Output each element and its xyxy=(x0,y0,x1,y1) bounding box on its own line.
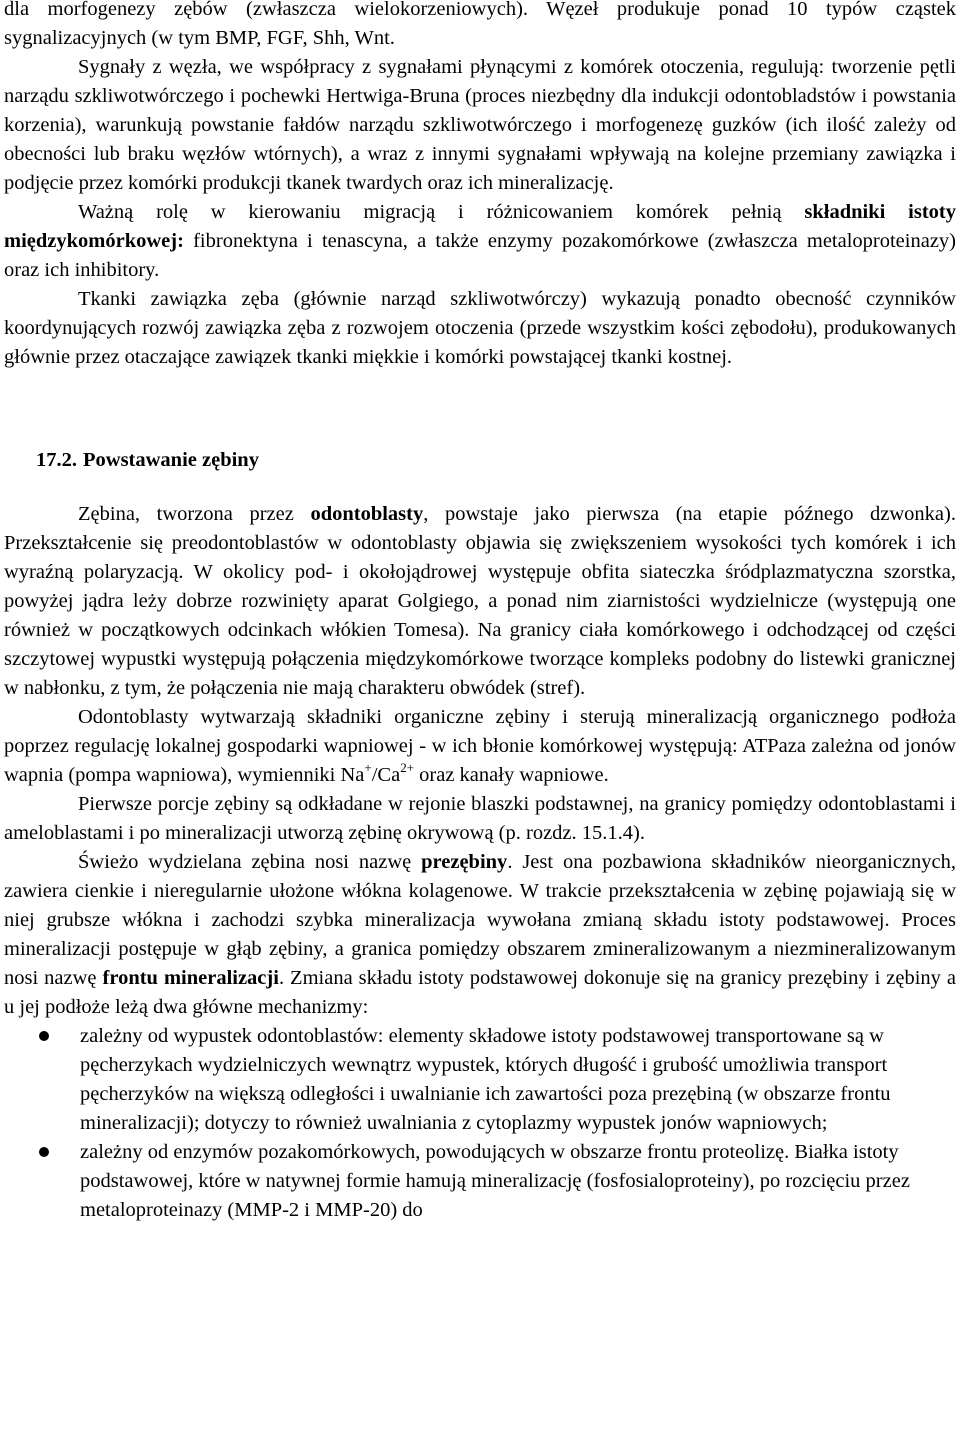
superscript: + xyxy=(364,760,372,775)
bold-term: frontu mineralizacji xyxy=(102,967,279,989)
section-heading xyxy=(4,446,956,475)
bold-term: prezębiny xyxy=(421,851,508,873)
paragraph-dentin-formation xyxy=(4,500,956,703)
section-title: Powstawanie zębiny xyxy=(83,449,259,471)
text-run: fibronektyna i tenascyna, a także enzymy pozakomórkowe (zwłaszcza metaloproteinazy) oraz ich inhibitory. xyxy=(4,230,956,281)
section-number: 17.2. xyxy=(36,449,77,471)
text-run: oraz kanały wapniowe. xyxy=(414,764,609,786)
bullet-icon xyxy=(39,1031,49,1041)
paragraph-signals: Sygnały z węzła, we współpracy z sygnałami płynącymi z komórek otoczenia, regulują: tworzenie pętli narządu szkliwotwórczego i pochewki Hertwiga-Bruna (proces niezbędny dla indukcji odontobladstów i powstania korzenia), warunkują powstanie fałdów narządu szkliwotwórczego i morfogenezę guzków (ich ilość zależy od obecności lub braku węzłów wtórnych), a wraz z innymi sygnałami wpływają na kolejne przemiany zawiązka i podjęcie przez komórki produkcji tkanek twardych oraz ich mineralizację. xyxy=(4,56,956,194)
text-run: . Zmiana składu istoty podstawowej dokonuje się na granicy prezębiny i zębiny a u jej podłoże leżą dwa główne mechanizmy: xyxy=(4,967,957,1018)
paragraph-extracellular-matrix xyxy=(4,198,956,285)
bold-term: składniki istoty międzykomórkowej: xyxy=(4,201,956,252)
list-item-text: zależny od enzymów pozakomórkowych, powodujących w obszarze frontu proteolizę. Białka istoty podstawowej, które w natywnej formie hamują mineralizację (fosfosialoproteiny), po rozcięciu przez metaloproteinazy (MMP-2 i MMP-20) do xyxy=(80,1141,910,1221)
mechanism-list xyxy=(4,1022,956,1225)
superscript: 2+ xyxy=(400,760,415,775)
text-run: Świeżo wydzielana zębina nosi nazwę xyxy=(78,851,422,873)
paragraph-predentin xyxy=(4,848,956,1022)
paragraph-coordinating-factors: Tkanki zawiązka zęba (głównie narząd szkliwotwórczy) wykazują ponadto obecność czynników koordynujących rozwój zawiązka zęba z rozwojem otoczenia (przede wszystkim kości zębodołu), produkowanych głównie przez otaczające zawiązek tkanki miękkie i komórki powstającej tkanki kostnej. xyxy=(4,288,956,368)
document-page xyxy=(4,0,956,1225)
bold-term: odontoblasty xyxy=(310,503,424,525)
text-run: Ważną rolę w kierowaniu migracją i różnicowaniem komórek pełnią xyxy=(78,201,805,223)
text-run: , powstaje jako pierwsza (na etapie późnego dzwonka). Przekształcenie się preodontoblastów w odontoblasty objawia się zwiększeniem wysokości tych komórek i ich wyraźną polaryzacją. W okolicy pod- i okołojądrowej występuje obfita siateczka śródplazmatyczna szorstka, powyżej jądra leży dobrze rozwinięty aparat Golgiego, a ponad nim ziarnistości wydzielnicze (występują one również w początkowych odcinkach włókien Tomesa). Na granicy ciała komórkowego i odchodzącej od części szczytowej wypustki występują połączenia międzykomórkowe tworzące kompleks podobny do listewki granicznej w nabłonku, z tym, że połączenia nie mają charakteru obwódek (stref). xyxy=(4,503,956,699)
paragraph-intro-continuation: dla morfogenezy zębów (zwłaszcza wielokorzeniowych). Węzeł produkuje ponad 10 typów cząstek sygnalizacyjnych (w tym BMP, FGF, Shh, Wnt. xyxy=(4,0,956,49)
text-run: /Ca xyxy=(371,764,401,786)
paragraph-first-dentin: Pierwsze porcje zębiny są odkładane w rejonie blaszki podstawnej, na granicy pomiędzy odontoblastami i ameloblastami i po mineralizacji utworzą zębinę okrywową (p. rozdz. 15.1.4). xyxy=(4,793,956,844)
list-item xyxy=(4,1022,956,1138)
text-run: Zębina, tworzona przez xyxy=(78,503,311,525)
paragraph-odontoblast-mineralization xyxy=(4,703,956,790)
list-item-text: zależny od wypustek odontoblastów: elementy składowe istoty podstawowej transportowane są w pęcherzykach wydzielniczych wewnątrz wypustek, których długość i grubość umożliwia transport pęcherzyków na większą odległości i uwalnianie ich zawartości poza prezębiną (w obszarze frontu mineralizacji); dotyczy to również uwalniania z cytoplazmy wypustek jonów wapniowych; xyxy=(80,1025,891,1134)
bullet-icon xyxy=(39,1147,49,1157)
text-run: . Jest ona pozbawiona składników nieorganicznych, zawiera cienkie i nieregularnie ułożone włókna kolagenowe. W trakcie przekształcenia w zębinę pojawiają się w niej grubsze włókna i zachodzi szybka mineralizacja wywołana zmianą składu istoty podstawowej. Proces mineralizacji postępuje w głąb zębiny, a granica pomiędzy obszarem zmineralizowanym a niezmineralizowanym nosi nazwę xyxy=(4,851,956,989)
list-item xyxy=(4,1138,956,1225)
text-run: Odontoblasty wytwarzają składniki organiczne zębiny i sterują mineralizacją organicznego podłoża poprzez regulację lokalnej gospodarki wapniowej - w ich błonie komórkowej występują: ATPaza zależna od jonów wapnia (pompa wapniowa), wymienniki Na xyxy=(4,706,956,786)
